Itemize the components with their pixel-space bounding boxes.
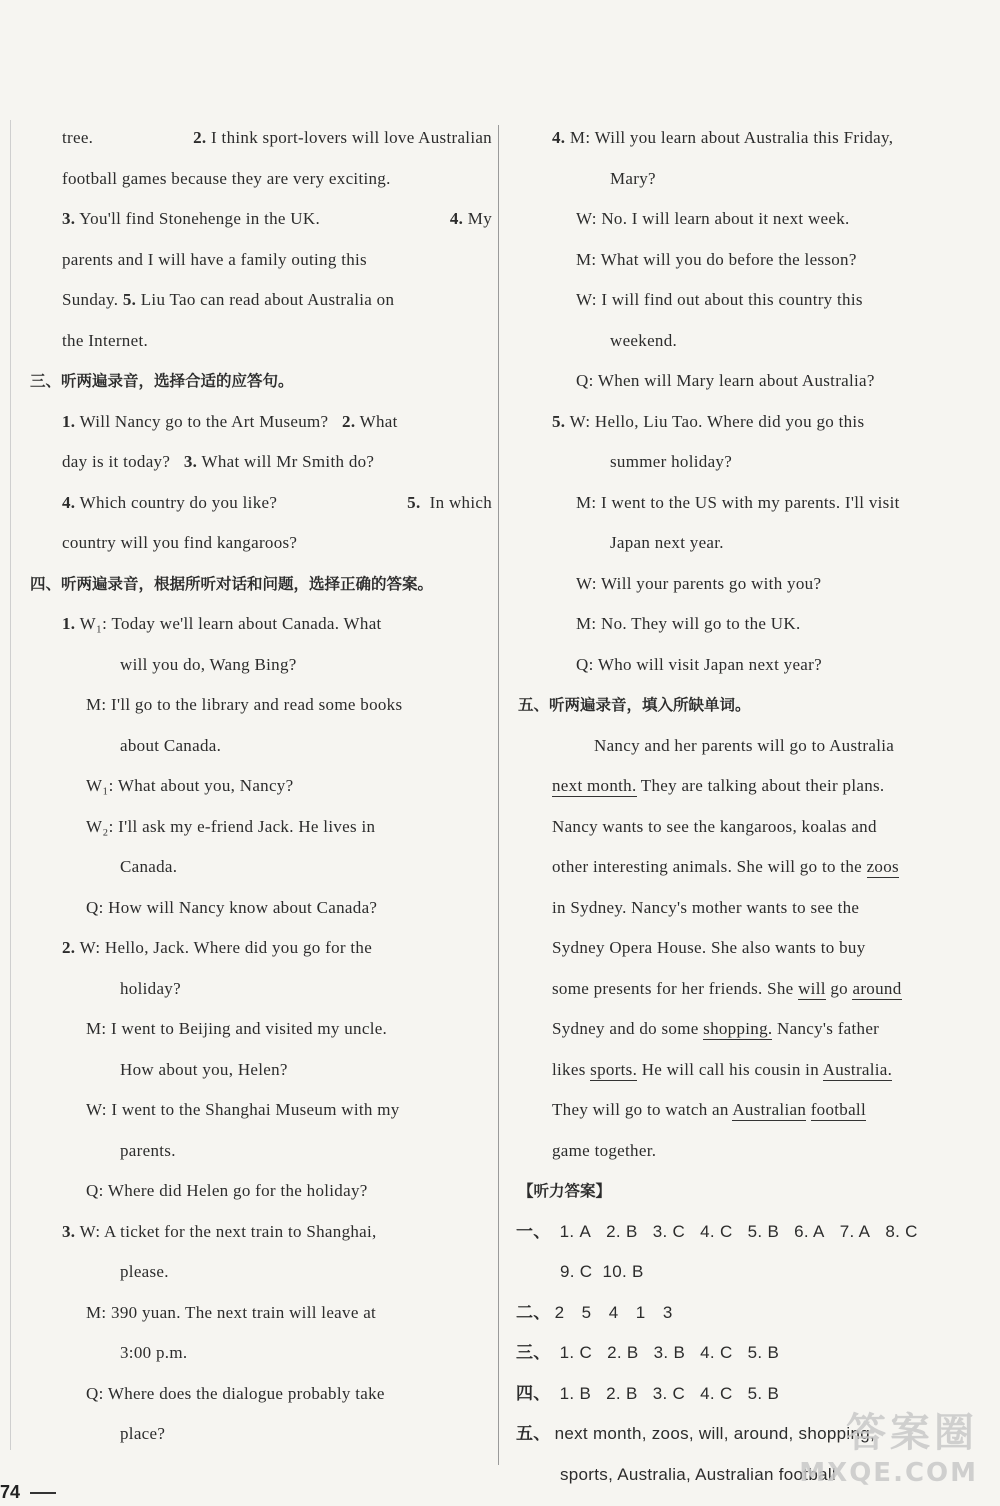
text-line: parents and I will have a family outing this <box>62 249 367 269</box>
text-line: day is it today? 3. What will Mr Smith do? <box>62 452 375 471</box>
text-line: football games because they are very exciting. <box>62 168 391 188</box>
passage-line: Nancy and her parents will go to Australia <box>594 735 895 755</box>
passage-line: some presents for her friends. She will go around <box>552 978 902 998</box>
dialogue-line: M: I went to the US with my parents. I'll visit <box>576 492 900 512</box>
section-heading-3: 三、听两遍录音，选择合适的应答句。 <box>30 372 294 390</box>
dialogue-line: summer holiday? <box>610 452 733 471</box>
passage-line: Nancy wants to see the kangaroos, koalas and <box>552 816 877 836</box>
dialogue-line: M: I'll go to the library and read some books <box>86 695 403 714</box>
text-line: country will you find kangaroos? <box>62 533 298 552</box>
dialogue-line: How about you, Helen? <box>120 1059 288 1079</box>
dialogue-line: M: I went to Beijing and visited my uncle. <box>86 1019 388 1038</box>
dialogue-line: please. <box>120 1262 169 1281</box>
dialogue-line: 3. W: A ticket for the next train to Shanghai, <box>62 1221 377 1241</box>
dialogue-line: place? <box>120 1424 166 1443</box>
passage-line: They will go to watch an Australian football <box>552 1100 866 1119</box>
dialogue-line: weekend. <box>610 330 678 350</box>
passage-line: other interesting animals. She will go to the zoos <box>552 857 899 876</box>
passage-line: next month. They are talking about their plans. <box>552 776 885 795</box>
answer-line: 四、 1. B 2. B 3. C 4. C 5. B <box>516 1383 780 1404</box>
dialogue-line: Q: Where did Helen go for the holiday? <box>86 1181 368 1200</box>
dialogue-line: 3:00 p.m. <box>120 1343 188 1362</box>
answer-line: 三、 1. C 2. B 3. B 4. C 5. B <box>516 1343 780 1363</box>
answer-line: sports, Australia, Australian football <box>560 1464 836 1484</box>
dialogue-line: W: Will your parents go with you? <box>576 573 822 593</box>
dialogue-line: parents. <box>120 1140 176 1160</box>
dialogue-line: holiday? <box>120 978 181 998</box>
dialogue-line: will you do, Wang Bing? <box>120 654 297 674</box>
page-edge-line <box>10 120 11 1450</box>
passage-line: likes sports. He will call his cousin in Australia. <box>552 1059 893 1079</box>
dialogue-line: Canada. <box>120 857 178 876</box>
answer-line: 9. C 10. B <box>560 1262 644 1281</box>
dialogue-line: Japan next year. <box>610 533 724 552</box>
dialogue-line: 4. M: Will you learn about Australia this Friday, <box>552 128 894 147</box>
text-line: tree. 2. I think sport-lovers will love Australian <box>62 128 492 147</box>
right-column <box>516 118 982 1495</box>
dialogue-line: M: No. They will go to the UK. <box>576 614 801 633</box>
section-heading-5: 五、听两遍录音，填入所缺单词。 <box>518 696 751 714</box>
dialogue-line: 2. W: Hello, Jack. Where did you go for the <box>62 938 373 957</box>
passage-line: in Sydney. Nancy's mother wants to see the <box>552 897 860 917</box>
watermark-logo: 答案圈 MXQE.COM <box>799 1410 978 1488</box>
dialogue-line: about Canada. <box>120 735 222 755</box>
dialogue-line: Q: Who will visit Japan next year? <box>576 654 822 674</box>
dialogue-line: Q: When will Mary learn about Australia? <box>576 371 875 390</box>
page-number: 74 <box>0 1482 56 1503</box>
dialogue-line: Q: How will Nancy know about Canada? <box>86 897 378 917</box>
answer-line: 五、 next month, zoos, will, around, shopping, <box>516 1424 875 1444</box>
text-line: 4. Which country do you like? 5. In which <box>62 492 492 512</box>
dialogue-line: 1. W₁: Today we'll learn about Canada. What <box>62 614 382 633</box>
dialogue-line: M: 390 yuan. The next train will leave at <box>86 1302 377 1322</box>
answer-heading: 【听力答案】 <box>518 1182 612 1200</box>
text-line: 3. You'll find Stonehenge in the UK. 4. My <box>62 209 492 228</box>
dialogue-line: 5. W: Hello, Liu Tao. Where did you go this <box>552 411 865 431</box>
dialogue-line: W: I went to the Shanghai Museum with my <box>86 1100 400 1119</box>
left-column <box>30 118 492 1455</box>
dialogue-line: W₂: I'll ask my e-friend Jack. He lives in <box>86 816 376 836</box>
dialogue-line: M: What will you do before the lesson? <box>576 249 857 269</box>
footer-dash <box>30 1492 56 1494</box>
text-line: the Internet. <box>62 330 149 350</box>
passage-line: Sydney and do some shopping. Nancy's father <box>552 1019 880 1038</box>
section-heading-4: 四、听两遍录音，根据所听对话和问题，选择正确的答案。 <box>30 574 434 593</box>
answer-line: 一、 1. A 2. B 3. C 4. C 5. B 6. A 7. A 8. C <box>516 1221 918 1242</box>
column-divider <box>498 125 499 1465</box>
dialogue-line: Q: Where does the dialogue probably take <box>86 1383 385 1403</box>
text-line: 1. Will Nancy go to the Art Museum? 2. What <box>62 411 398 431</box>
text-line: Sunday. 5. Liu Tao can read about Australia on <box>62 290 395 309</box>
passage-line: game together. <box>552 1140 657 1160</box>
dialogue-line: W₁: What about you, Nancy? <box>86 776 294 795</box>
passage-line: Sydney Opera House. She also wants to buy <box>552 938 866 957</box>
dialogue-line: Mary? <box>610 168 656 188</box>
dialogue-line: W: No. I will learn about it next week. <box>576 209 850 228</box>
dialogue-line: W: I will find out about this country this <box>576 290 863 309</box>
answer-line: 二、 2 5 4 1 3 <box>516 1302 673 1323</box>
